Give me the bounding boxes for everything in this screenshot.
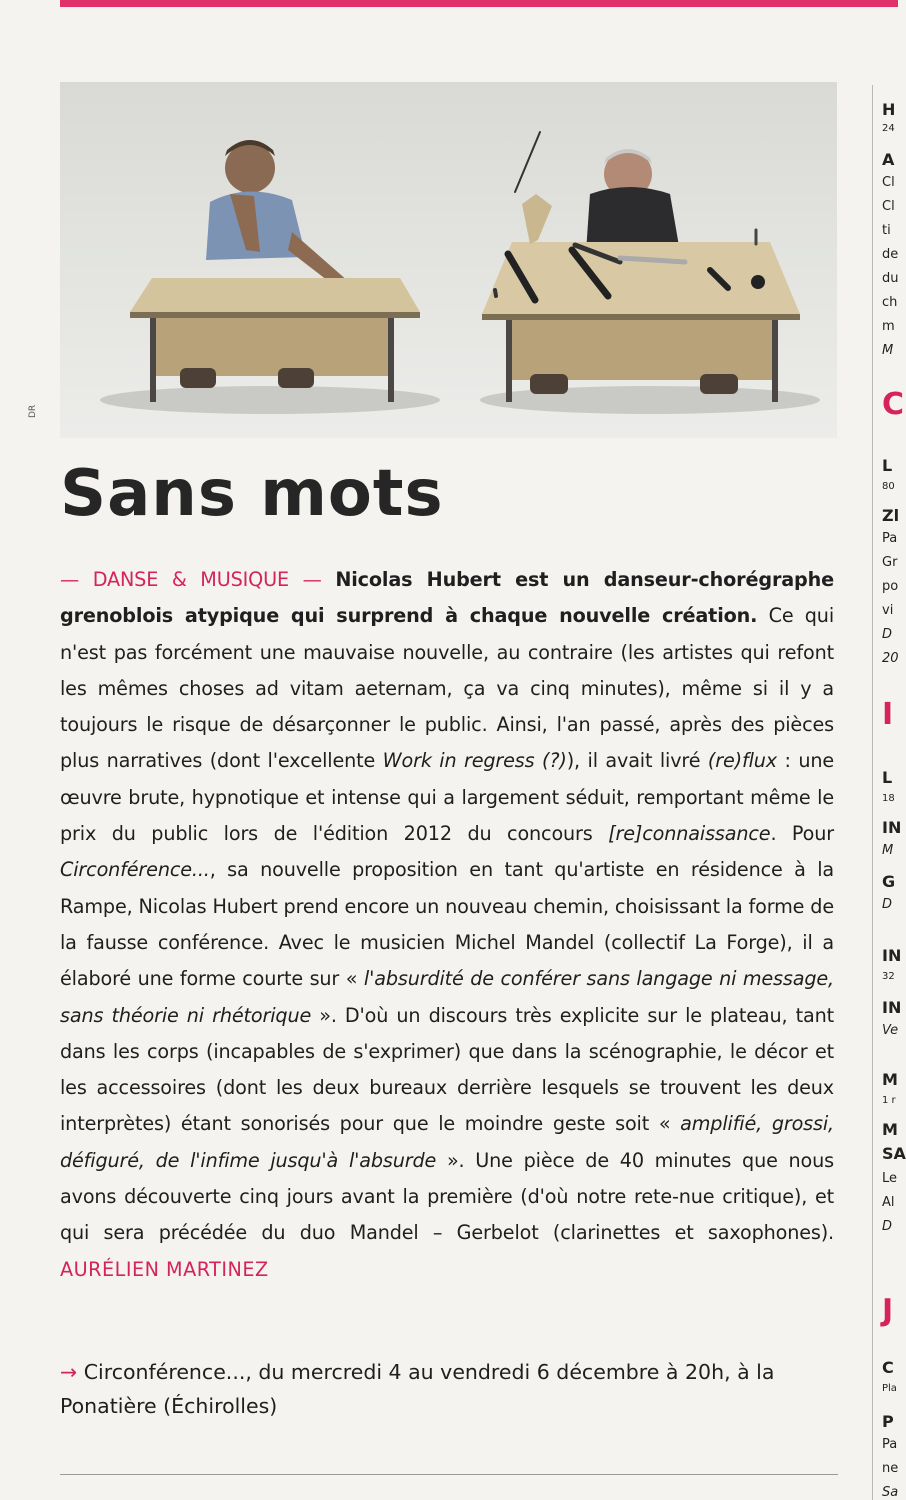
- body-text: . Pour: [770, 822, 835, 846]
- side-column-text: C: [882, 387, 905, 422]
- side-column-text: du: [882, 271, 899, 286]
- top-accent-bar: [60, 0, 898, 7]
- side-column-text: Gr: [882, 555, 898, 570]
- side-column-text: 18: [882, 793, 895, 804]
- article-lead: Nicolas Hubert est un danseur-chorégraphe grenoblois atypique qui surprend à chaque nouvelle création.: [60, 568, 835, 628]
- side-column-text: IN: [882, 998, 902, 1017]
- body-text: : une œuvre brute, hypnotique et intense qui a largement séduit, remportant même le prix du public lors de l'édition 2012 du concours: [60, 749, 835, 846]
- body-text: ), il avait livré: [566, 749, 701, 773]
- side-column-text: Ve: [882, 1023, 899, 1038]
- side-column-text: 24: [882, 123, 895, 134]
- show-title: Circonférence...: [60, 858, 210, 882]
- event-details: Circonférence..., du mercredi 4 au vendredi 6 décembre à 20h, à la Ponatière (Échirolles): [60, 1360, 775, 1418]
- body-text: Ce qui n'est pas forcément une mauvaise nouvelle, au contraire (les artistes qui refont les mêmes choses ad vitam aeternam, ça va cinq minutes), même si il y a toujours le risque de désarçonner le public. Ainsi, l'an passé, après des pièces plus narratives (dont l'excellente: [60, 604, 834, 773]
- side-column-text: M: [882, 1070, 898, 1089]
- side-column-text: ch: [882, 295, 898, 310]
- side-column-text: Pa: [882, 1437, 898, 1452]
- side-column-text: de: [882, 247, 899, 262]
- adjacent-column-fragment: [880, 0, 906, 1500]
- side-column-text: P: [882, 1412, 894, 1431]
- side-column-text: Le: [882, 1171, 898, 1186]
- column-divider: [872, 85, 873, 1500]
- side-column-text: Sa: [882, 1485, 899, 1500]
- right-desk: [482, 242, 800, 402]
- side-column-text: Al: [882, 1195, 895, 1210]
- side-column-text: 1 r: [882, 1095, 896, 1106]
- performers-photo: [60, 82, 837, 438]
- side-column-text: L: [882, 456, 893, 475]
- side-column-text: M: [882, 843, 894, 858]
- side-column-text: D: [882, 627, 893, 642]
- side-column-text: L: [882, 768, 893, 787]
- work-title: Work in regress (?): [382, 749, 567, 773]
- side-column-text: 32: [882, 971, 895, 982]
- quote: l'absurdité de conférer sans langage ni message, sans théorie ni rhétorique: [60, 967, 834, 1027]
- arrow-icon: →: [60, 1360, 78, 1384]
- side-column-text: ne: [882, 1461, 899, 1476]
- right-performer: [586, 149, 680, 252]
- side-column-text: po: [882, 579, 899, 594]
- article-title: Sans mots: [60, 457, 444, 531]
- side-column-text: 80: [882, 481, 895, 492]
- reflux-title: (re)flux: [707, 749, 777, 773]
- article-photo: [60, 82, 837, 438]
- article-rubric: — DANSE & MUSIQUE —: [60, 568, 322, 591]
- side-column-text: D: [882, 1219, 893, 1234]
- side-column-text: 20: [882, 651, 899, 666]
- side-column-text: Pa: [882, 531, 898, 546]
- side-column-text: Zl: [882, 506, 900, 525]
- side-column-text: IN: [882, 946, 902, 965]
- quote: amplifié, grossi, défiguré, de l'infime jusqu'à l'absurde: [60, 1112, 834, 1172]
- body-text: , sa nouvelle proposition en tant qu'artiste en résidence à la Rampe, Nicolas Hubert prend encore un nouveau chemin, choisissant la forme de la fausse conférence. Avec le musicien Michel Mandel (collectif La Forge), il a élaboré une forme courte sur «: [60, 858, 834, 991]
- author-byline: AURÉLIEN MARTINEZ: [60, 1257, 269, 1281]
- side-column-text: IN: [882, 818, 902, 837]
- left-desk: [130, 278, 420, 402]
- side-column-text: m: [882, 319, 895, 334]
- body-text: ». Une pièce de 40 minutes que nous avons découverte cinq jours avant la première (d'où notre rete-nue critique), et qui sera précédée du duo Mandel – Gerbelot (clarinettes et saxophones).: [60, 1148, 834, 1245]
- side-column-text: ti: [882, 223, 891, 238]
- side-column-text: I: [882, 697, 894, 732]
- side-column-text: J: [882, 1293, 894, 1328]
- side-column-text: SA: [882, 1144, 906, 1163]
- side-column-text: A: [882, 150, 895, 169]
- side-column-text: G: [882, 872, 896, 891]
- side-column-text: Cl: [882, 199, 895, 214]
- side-column-text: Pla: [882, 1383, 897, 1394]
- event-info: [60, 1355, 840, 1423]
- contest-name: [re]connaissance: [608, 822, 771, 846]
- side-column-text: D: [882, 897, 893, 912]
- side-column-text: C: [882, 1358, 894, 1377]
- side-column-text: vi: [882, 603, 894, 618]
- article-body: [60, 562, 834, 1288]
- bottom-divider: [60, 1474, 838, 1475]
- body-text: ». D'où un discours très explicite sur le plateau, tant dans les corps (incapables de s'exprimer) que dans la scénographie, le décor et les accessoires (dont les deux bureaux derrière lesquels se trouvent les deux interprètes) étant sonorisés pour que le moindre geste soit «: [60, 1003, 834, 1136]
- side-column-text: M: [882, 1120, 898, 1139]
- side-column-text: Cl: [882, 175, 895, 190]
- side-column-text: M: [882, 343, 894, 358]
- side-column-text: H: [882, 100, 896, 119]
- photo-credit: DR: [28, 404, 38, 418]
